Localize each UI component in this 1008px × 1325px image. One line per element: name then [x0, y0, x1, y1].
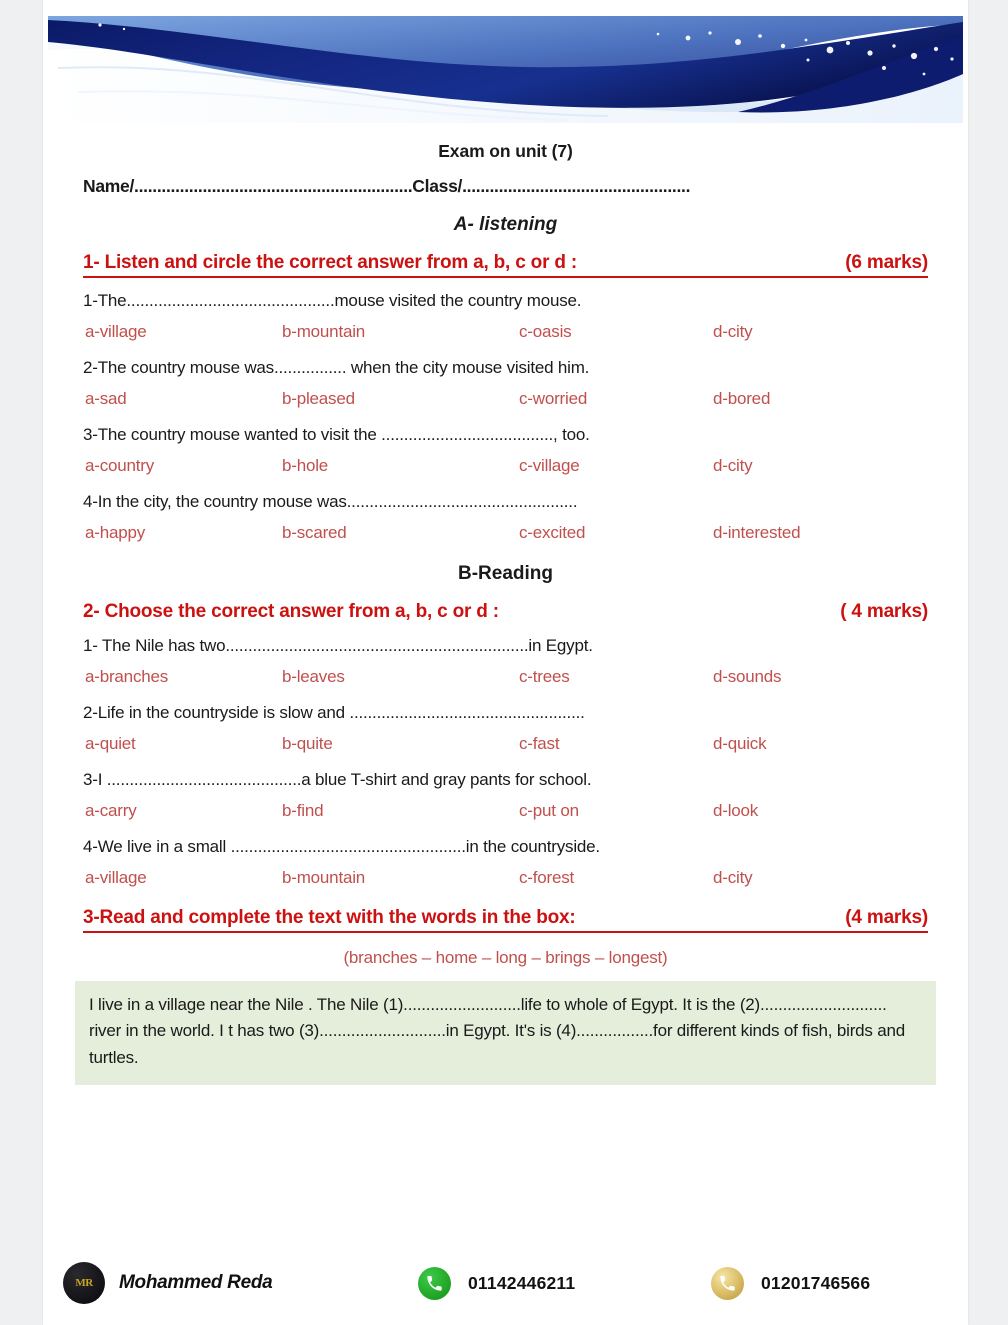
question1-heading-text: 1- Listen and circle the correct answer from a, b, c or d : — [83, 252, 577, 273]
option-b[interactable]: b-quite — [282, 734, 333, 753]
option-b[interactable]: b-hole — [282, 456, 329, 475]
option-a[interactable]: a-happy — [85, 523, 146, 542]
option-b[interactable]: b-mountain — [282, 322, 366, 341]
question3-word-box: (branches – home – long – brings – longest) — [343, 948, 668, 967]
question3-heading-text: 3-Read and complete the text with the words in the box: — [83, 907, 576, 928]
option-a[interactable]: a-village — [85, 322, 147, 341]
question2-item4-stem: 4-We live in a small ....................................................in the countryside. — [83, 837, 600, 856]
option-a[interactable]: a-village — [85, 868, 147, 887]
option-b[interactable]: b-leaves — [282, 667, 345, 686]
question1-item1-stem: 1-The..............................................mouse visited the country mouse. — [83, 291, 582, 310]
banner-wave-graphic — [48, 16, 963, 123]
option-d[interactable]: d-bored — [713, 389, 771, 408]
question3-passage: I live in a village near the Nile . The Nile (1)..........................life to whole of Egypt. It is the (2)............................ river in the world. I t has two (3)............................in Egypt. It's is (4).................for different kinds of fish, birds and turtles. — [75, 981, 936, 1085]
option-d[interactable]: d-city — [713, 868, 753, 887]
question1-item1-options — [83, 322, 928, 345]
section-heading-reading: B-Reading — [458, 563, 553, 584]
question3-heading — [83, 907, 928, 933]
option-a[interactable]: a-sad — [85, 389, 127, 408]
question2-item3-options — [83, 801, 928, 824]
whatsapp-phone-icon[interactable] — [418, 1267, 451, 1300]
option-b[interactable]: b-mountain — [282, 868, 366, 887]
option-d[interactable]: d-interested — [713, 523, 801, 542]
option-c[interactable]: c-village — [519, 456, 580, 475]
question2-item1-stem: 1- The Nile has two...................................................................in Egypt. — [83, 636, 593, 655]
question2-heading — [83, 601, 928, 623]
brand-logo-icon — [63, 1262, 105, 1304]
footer-phone-secondary[interactable] — [711, 1267, 870, 1300]
question1-item3-options — [83, 456, 928, 479]
option-b[interactable]: b-find — [282, 801, 324, 820]
phone-secondary-number: 01201746566 — [761, 1272, 871, 1293]
page-footer — [43, 1255, 968, 1311]
footer-phone-primary[interactable] — [418, 1267, 575, 1300]
question2-item4-options — [83, 868, 928, 891]
phone-handset-glyph — [425, 1274, 444, 1293]
page-title: Exam on unit (7) — [438, 141, 573, 161]
option-d[interactable]: d-city — [713, 322, 753, 341]
option-d[interactable]: d-quick — [713, 734, 767, 753]
exam-content — [43, 141, 968, 1085]
option-d[interactable]: d-city — [713, 456, 753, 475]
question1-item4-stem: 4-In the city, the country mouse was................................................... — [83, 492, 578, 511]
option-b[interactable]: b-pleased — [282, 389, 355, 408]
question1-marks: (6 marks) — [845, 252, 928, 273]
gold-phone-icon[interactable] — [711, 1267, 744, 1300]
question1-heading — [83, 252, 928, 278]
question1-item4-options — [83, 523, 928, 546]
question2-heading-text: 2- Choose the correct answer from a, b, c or d : — [83, 601, 499, 622]
question1-item3-stem: 3-The country mouse wanted to visit the ......................................, too. — [83, 425, 590, 444]
option-b[interactable]: b-scared — [282, 523, 347, 542]
option-c[interactable]: c-excited — [519, 523, 586, 542]
question2-marks: ( 4 marks) — [840, 601, 928, 622]
option-d[interactable]: d-sounds — [713, 667, 782, 686]
phone-handset-glyph — [718, 1274, 737, 1293]
option-a[interactable]: a-quiet — [85, 734, 136, 753]
option-a[interactable]: a-carry — [85, 801, 137, 820]
question2-item3-stem: 3-I ...........................................a blue T-shirt and gray pants for school. — [83, 770, 592, 789]
question1-item2-options — [83, 389, 928, 412]
section-heading-listening: A- listening — [453, 214, 558, 235]
option-a[interactable]: a-country — [85, 456, 155, 475]
phone-primary-number: 01142446211 — [468, 1272, 576, 1293]
name-class-line: Name/.............................................................Class/.................................................. — [83, 176, 691, 196]
question1-item2-stem: 2-The country mouse was................ when the city mouse visited him. — [83, 358, 590, 377]
footer-brand — [63, 1262, 272, 1304]
question2-item1-options — [83, 667, 928, 690]
option-c[interactable]: c-oasis — [519, 322, 572, 341]
option-c[interactable]: c-trees — [519, 667, 570, 686]
brand-logo-text: MR — [75, 1277, 93, 1289]
option-a[interactable]: a-branches — [85, 667, 169, 686]
question3-marks: (4 marks) — [845, 907, 928, 928]
option-c[interactable]: c-put on — [519, 801, 579, 820]
option-c[interactable]: c-forest — [519, 868, 575, 887]
exam-page — [43, 0, 968, 1325]
option-c[interactable]: c-fast — [519, 734, 560, 753]
question2-item2-options — [83, 734, 928, 757]
option-c[interactable]: c-worried — [519, 389, 588, 408]
header-banner — [48, 16, 963, 123]
brand-name-label: Mohammed Reda — [119, 1272, 273, 1293]
question2-item2-stem: 2-Life in the countryside is slow and .................................................... — [83, 703, 585, 722]
option-d[interactable]: d-look — [713, 801, 759, 820]
